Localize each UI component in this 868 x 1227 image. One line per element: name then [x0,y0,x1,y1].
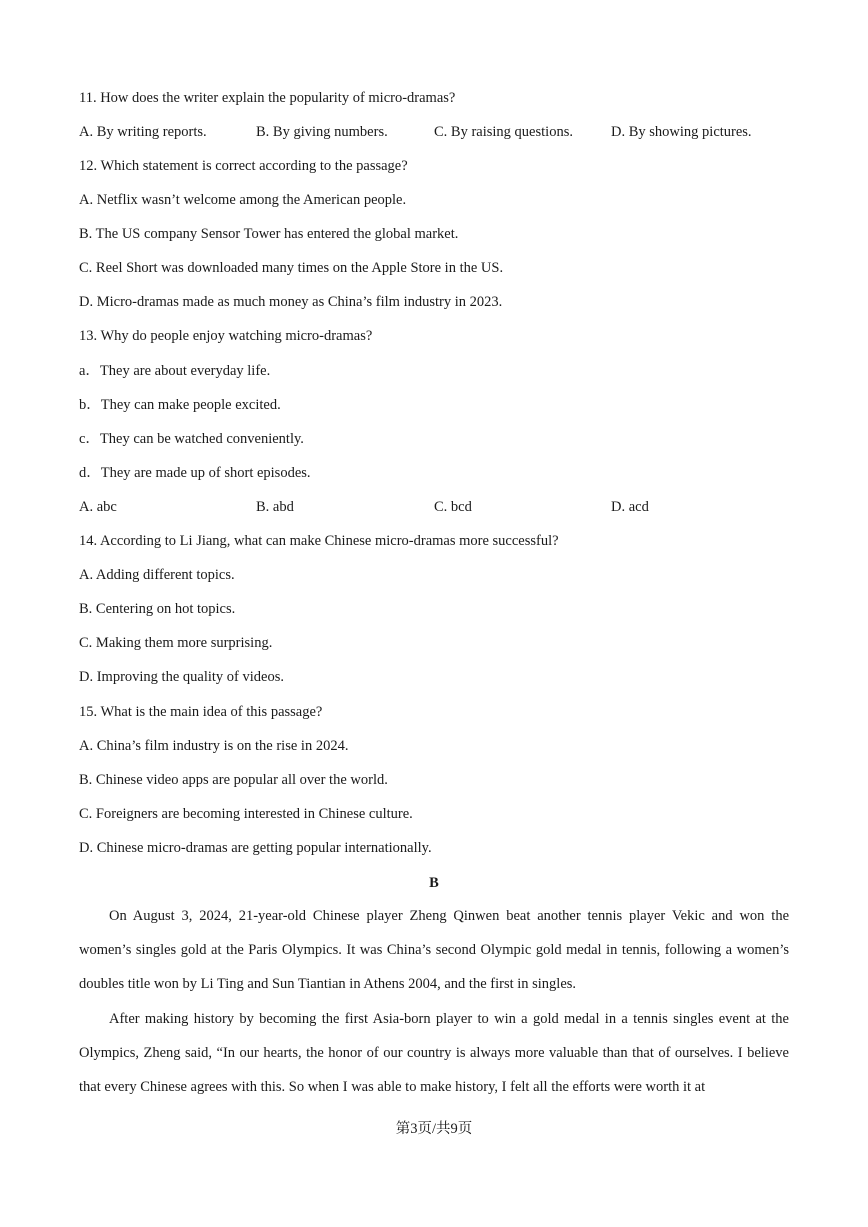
question-12-option-d: D. Micro-dramas made as much money as China’s film industry in 2023. [79,294,503,310]
question-15-option-b: B. Chinese video apps are popular all over the world. [79,772,388,788]
section-b-title: B [429,875,439,891]
question-14-option-d: D. Improving the quality of videos. [79,669,284,685]
question-13-statement-a: a．They are about everyday life. [79,363,271,379]
question-14-option-c: C. Making them more surprising. [79,635,273,651]
question-12-stem: 12. Which statement is correct according to the passage? [79,158,408,174]
question-13-stem: 13. Why do people enjoy watching micro-dramas? [79,328,373,344]
question-13-option-d: D. acd [611,499,649,515]
question-12-option-a: A. Netflix wasn’t welcome among the American people. [79,192,407,208]
question-11-option-c: C. By raising questions. [434,124,573,140]
question-13-statement-b: b．They can make people excited. [79,397,281,413]
question-12-option-c: C. Reel Short was downloaded many times on the Apple Store in the US. [79,260,504,276]
question-13-option-b: B. abd [256,499,294,515]
question-14-stem: 14. According to Li Jiang, what can make Chinese micro-dramas more successful? [79,533,559,549]
question-15-stem: 15. What is the main idea of this passage? [79,704,323,720]
section-b-paragraph-2: After making history by becoming the first Asia-born player to win a gold medal in a tennis singles event at the Olympics, Zheng said, “In our hearts, the honor of our country is always more valuable than that of ourselves. I believe that every Chinese agrees with this. So when I was able to make history, I felt all the efforts were worth it at [79,1011,789,1095]
question-11-option-a: A. By writing reports. [79,124,207,140]
question-15-option-d: D. Chinese micro-dramas are getting popular internationally. [79,840,432,856]
question-11-option-b: B. By giving numbers. [256,124,388,140]
question-13-option-a: A. abc [79,499,117,515]
question-11-stem: 11. How does the writer explain the popularity of micro-dramas? [79,90,456,106]
page-number: 第3页/共9页 [395,1121,473,1137]
question-13-statement-c: c．They can be watched conveniently. [79,431,304,447]
question-13-option-c: C. bcd [434,499,472,515]
question-15-option-a: A. China’s film industry is on the rise in 2024. [79,738,349,754]
question-13-statement-d: d．They are made up of short episodes. [79,465,311,481]
question-12-option-b: B. The US company Sensor Tower has entered the global market. [79,226,459,242]
question-11-option-d: D. By showing pictures. [611,124,752,140]
section-b-paragraph-1: On August 3, 2024, 21-year-old Chinese player Zheng Qinwen beat another tennis player Vekic and won the women’s singles gold at the Paris Olympics. It was China’s second Olympic gold medal in tennis, following a women’s doubles title won by Li Ting and Sun Tiantian in Athens 2004, and the first in singles. [79,908,789,992]
question-15-option-c: C. Foreigners are becoming interested in Chinese culture. [79,806,413,822]
question-14-option-b: B. Centering on hot topics. [79,601,236,617]
question-14-option-a: A. Adding different topics. [79,567,235,583]
